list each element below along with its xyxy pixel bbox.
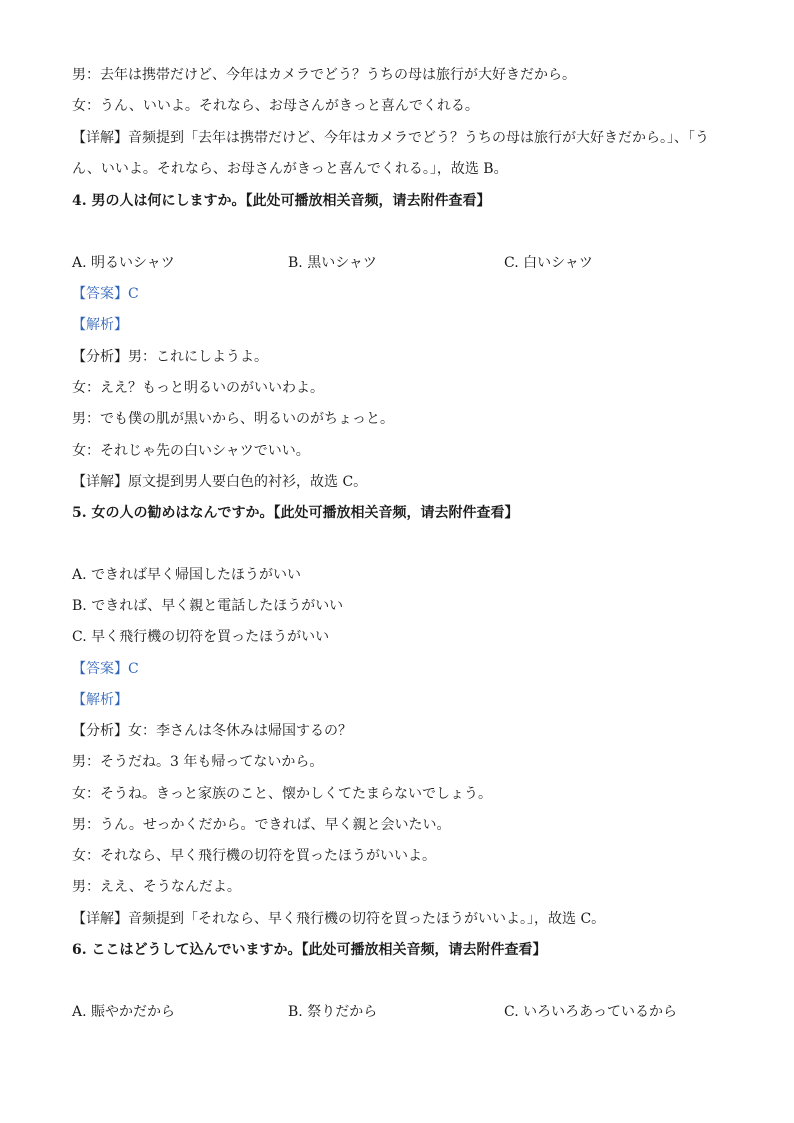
q5-dialog-line: 女：それなら、早く飛行機の切符を買ったほうがいいよ。	[72, 848, 436, 864]
question-4: 4. 男の人は何にしますか。【此处可播放相关音频，请去附件查看】	[72, 193, 491, 209]
q5-answer: 【答案】C	[72, 661, 139, 677]
q4-option-c: C. 白いシャツ	[504, 255, 593, 271]
q5-dialog-line: 女：そうね。きっと家族のこと、懐かしくてたまらないでしょう。	[72, 786, 492, 802]
q5-detail: 【详解】音频提到「それなら、早く飛行機の切符を買ったほうがいいよ。」，故选 C。	[72, 911, 606, 927]
q4-option-a: A. 明るいシャツ	[72, 255, 175, 271]
dialog-line: 男：去年は携帯だけど、今年はカメラでどう？うちの母は旅行が大好きだから。	[72, 67, 576, 83]
q4-detail: 【详解】原文提到男人要白色的衬衫，故选 C。	[72, 474, 368, 490]
q4-dialog-line: 女：ええ？もっと明るいのがいいわよ。	[72, 380, 324, 396]
q4-answer: 【答案】C	[72, 286, 139, 302]
dialog-line: 女：うん、いいよ。それなら、お母さんがきっと喜んでくれる。	[72, 98, 479, 114]
detail-line: 【详解】音频提到「去年は携帯だけど、今年はカメラでどう？うちの母は旅行が大好きだから。」、「う	[72, 130, 709, 146]
q4-dialog-line: 女：それじゃ先の白いシャツでいい。	[72, 443, 310, 459]
q4-dialog-line: 男：でも僕の肌が黒いから、明るいのがちょっと。	[72, 411, 394, 427]
q4-analysis-label: 【解析】	[72, 317, 128, 333]
q5-dialog-line: 【分析】女：李さんは冬休みは帰国するの？	[72, 723, 352, 739]
q5-option-a: A. できれば早く帰国したほうがいい	[72, 567, 302, 583]
q5-analysis-label: 【解析】	[72, 692, 128, 708]
q5-dialog-line: 男：うん。せっかくだから。できれば、早く親と会いたい。	[72, 817, 451, 833]
question-6: 6. ここはどうして込んでいますか。【此处可播放相关音频，请去附件查看】	[72, 942, 547, 958]
q5-dialog-line: 男：ええ、そうなんだよ。	[72, 879, 241, 895]
q4-option-b: B. 黒いシャツ	[288, 255, 377, 271]
q5-option-b: B. できれば、早く親と電話したほうがいい	[72, 598, 344, 614]
q5-dialog-line: 男：そうだね。3 年も帰ってないから。	[72, 754, 324, 770]
question-5: 5. 女の人の勧めはなんですか。【此处可播放相关音频，请去附件查看】	[72, 505, 519, 521]
q6-option-a: A. 賑やかだから	[72, 1004, 176, 1020]
q5-option-c: C. 早く飛行機の切符を買ったほうがいい	[72, 629, 330, 645]
detail-line: ん、いいよ。それなら、お母さんがきっと喜んでくれる。」，故选 B。	[72, 161, 508, 177]
q6-option-c: C. いろいろあっているから	[504, 1004, 677, 1020]
q4-dialog-line: 【分析】男：これにしようよ。	[72, 349, 268, 365]
q6-option-b: B. 祭りだから	[288, 1004, 378, 1020]
